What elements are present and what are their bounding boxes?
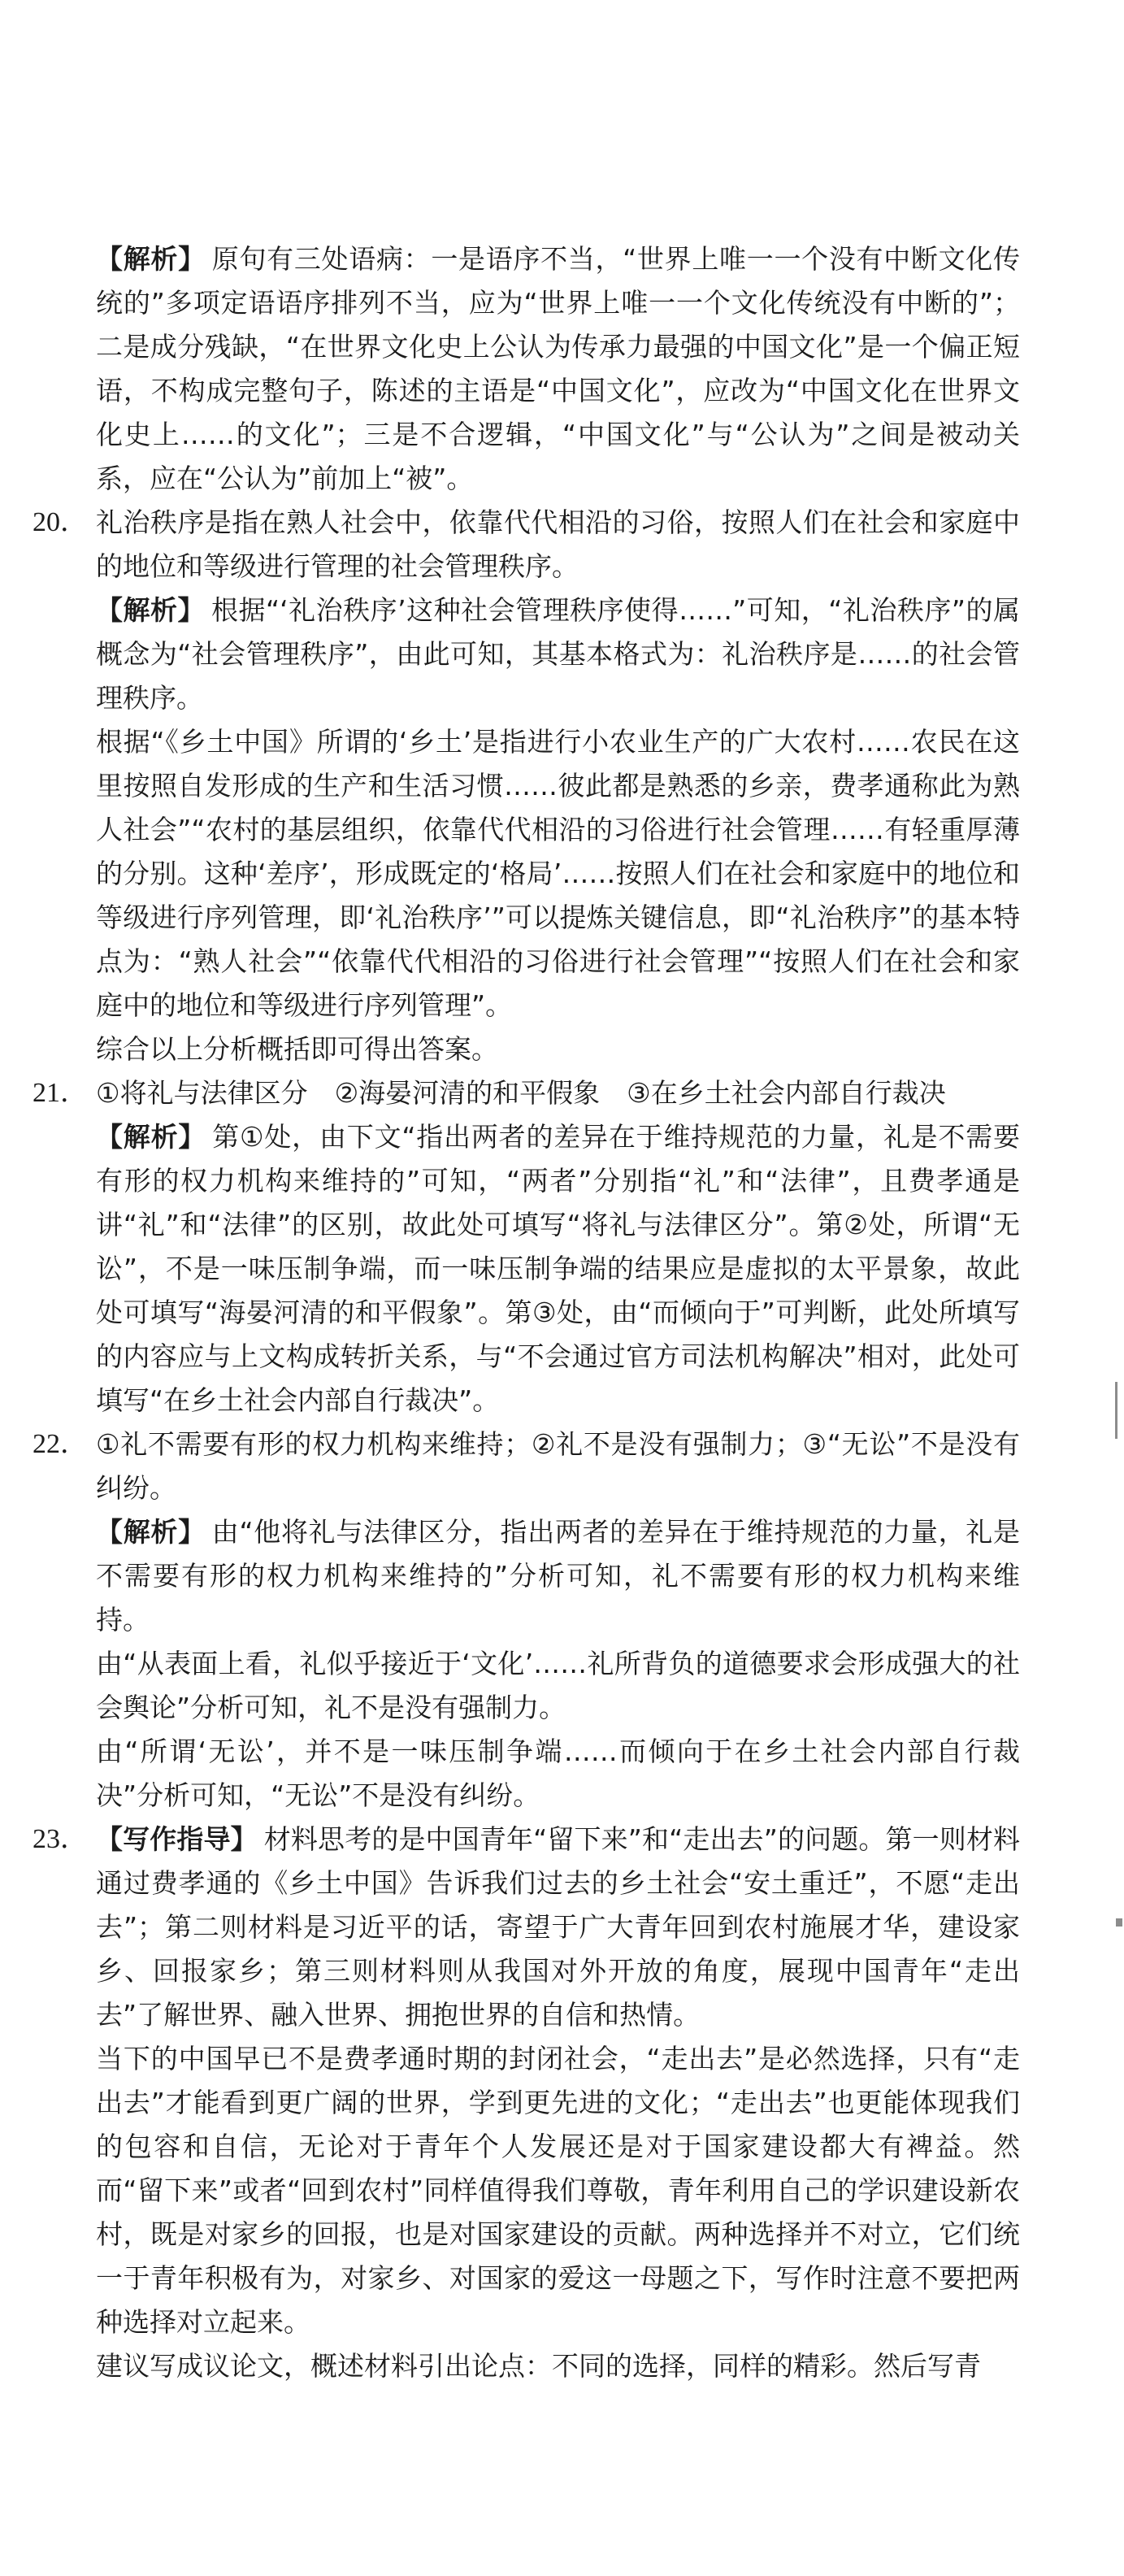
analysis-tag: 【解析】 — [96, 243, 206, 275]
q19-block — [33, 237, 1020, 501]
q21-answer: ①将礼与法律区分 ②海晏河清的和平假象 ③在乡土社会内部自行裁决 — [96, 1077, 946, 1109]
q21-analysis — [96, 1115, 1020, 1423]
q23-number: 23． — [33, 1824, 88, 1854]
q22-paragraph-3: 由“所谓‘无讼’，并不是一味压制争端……而倾向于在乡土社会内部自行裁决”分析可知，“无讼”不是没有纠纷。 — [96, 1735, 1020, 1811]
analysis-tag: 【解析】 — [96, 1121, 206, 1153]
q23-block — [33, 1818, 1020, 2388]
q20-analysis-text: 根据“‘礼治秩序’这种社会管理秩序使得……”可知，“礼治秩序”的属概念为“社会管理秩序”，由此可知，其基本格式为：礼治秩序是……的社会管理秩序。 — [96, 594, 1020, 714]
q21-number: 21． — [33, 1078, 88, 1108]
analysis-tag: 【解析】 — [96, 594, 206, 626]
analysis-tag: 【解析】 — [96, 1516, 206, 1548]
q19-analysis-text: 原句有三处语病：一是语序不当，“世界上唯一一个没有中断文化传统的”多项定语语序排列不当，应为“世界上唯一一个文化传统没有中断的”；二是成分残缺，“在世界文化史上公认为传承力最强的中国文化”是一个偏正短语，不构成完整句子，陈述的主语是“中国文化”，应改为“中国文化在世界文化史上……的文化”；三是不合逻辑，“中国文化”与“公认为”之间是被动关系，应在“公认为”前加上“被”。 — [96, 243, 1020, 494]
q22-number: 22． — [33, 1429, 88, 1459]
q23-paragraph-3: 建议写成议论文，概述材料引出论点：不同的选择，同样的精彩。然后写青 — [96, 2350, 981, 2382]
q22-block — [33, 1423, 1020, 1818]
q20-block — [33, 501, 1020, 1071]
q20-analysis — [96, 589, 1020, 720]
q20-number: 20． — [33, 507, 88, 537]
q22-analysis — [96, 1510, 1020, 1642]
q21-block — [33, 1071, 1020, 1423]
q19-analysis — [96, 237, 1020, 501]
scan-edge-mark — [1115, 1382, 1117, 1439]
q23-guide — [96, 1818, 1020, 2037]
q23-guide-text: 材料思考的是中国青年“留下来”和“走出去”的问题。第一则材料通过费孝通的《乡土中国》告诉我们过去的乡土社会“安土重迁”，不愿“走出去”；第二则材料是习近平的话，寄望于广大青年回到农村施展才华，建设家乡、回报家乡；第三则材料则从我国对外开放的角度，展现中国青年“走出去”了解世界、融入世界、拥抱世界的自信和热情。 — [96, 1823, 1021, 2031]
q21-analysis-text: 第①处，由下文“指出两者的差异在于维持规范的力量，礼是不需要有形的权力机构来维持的”可知，“两者”分别指“礼”和“法律”，且费孝通是讲“礼”和“法律”的区别，故此处可填写“将礼与法律区分”。第②处，所谓“无讼”，不是一味压制争端，而一味压制争端的结果应是虚拟的太平景象，故此处可填写“海晏河清的和平假象”。第③处，由“而倾向于”可判断，此处所填写的内容应与上文构成转折关系，与“不会通过官方司法机构解决”相对，此处可填写“在乡土社会内部自行裁决”。 — [96, 1121, 1021, 1416]
scan-edge-mark — [1116, 1918, 1122, 1927]
q20-answer: 礼治秩序是指在熟人社会中，依靠代代相沿的习俗，按照人们在社会和家庭中的地位和等级进行管理的社会管理秩序。 — [96, 506, 1020, 582]
q20-paragraph-3: 综合以上分析概括即可得出答案。 — [96, 1033, 498, 1065]
q22-analysis-text: 由“他将礼与法律区分，指出两者的差异在于维持规范的力量，礼是不需要有形的权力机构来维持的”分析可知，礼不需要有形的权力机构来维持。 — [96, 1516, 1020, 1636]
writing-guide-tag: 【写作指导】 — [96, 1823, 258, 1855]
q23-paragraph-2: 当下的中国早已不是费孝通时期的封闭社会，“走出去”是必然选择，只有“走出去”才能看到更广阔的世界，学到更先进的文化；“走出去”也更能体现我们的包容和自信，无论对于青年个人发展还是对于国家建设都大有裨益。然而“留下来”或者“回到农村”同样值得我们尊敬，青年利用自己的学识建设新农村，既是对家乡的回报，也是对国家建设的贡献。两种选择并不对立，它们统一于青年积极有为，对家乡、对国家的爱这一母题之下，写作时注意不要把两种选择对立起来。 — [96, 2043, 1020, 2338]
q22-paragraph-2: 由“从表面上看，礼似乎接近于‘文化’……礼所背负的道德要求会形成强大的社会舆论”分析可知，礼不是没有强制力。 — [96, 1648, 1020, 1723]
answer-content — [33, 237, 1020, 2388]
q20-paragraph-2: 根据“《乡土中国》所谓的‘乡土’是指进行小农业生产的广大农村……农民在这里按照自发形成的生产和生活习惯……彼此都是熟悉的乡亲，费孝通称此为熟人社会”“农村的基层组织，依靠代代相沿的习俗进行社会管理……有轻重厚薄的分别。这种‘差序’，形成既定的‘格局’……按照人们在社会和家庭中的地位和等级进行序列管理，即‘礼治秩序’”可以提炼关键信息，即“礼治秩序”的基本特点为：“熟人社会”“依靠代代相沿的习俗进行社会管理”“按照人们在社会和家庭中的地位和等级进行序列管理”。 — [96, 726, 1020, 1021]
q22-answer: ①礼不需要有形的权力机构来维持；②礼不是没有强制力；③“无讼”不是没有纠纷。 — [96, 1428, 1020, 1504]
